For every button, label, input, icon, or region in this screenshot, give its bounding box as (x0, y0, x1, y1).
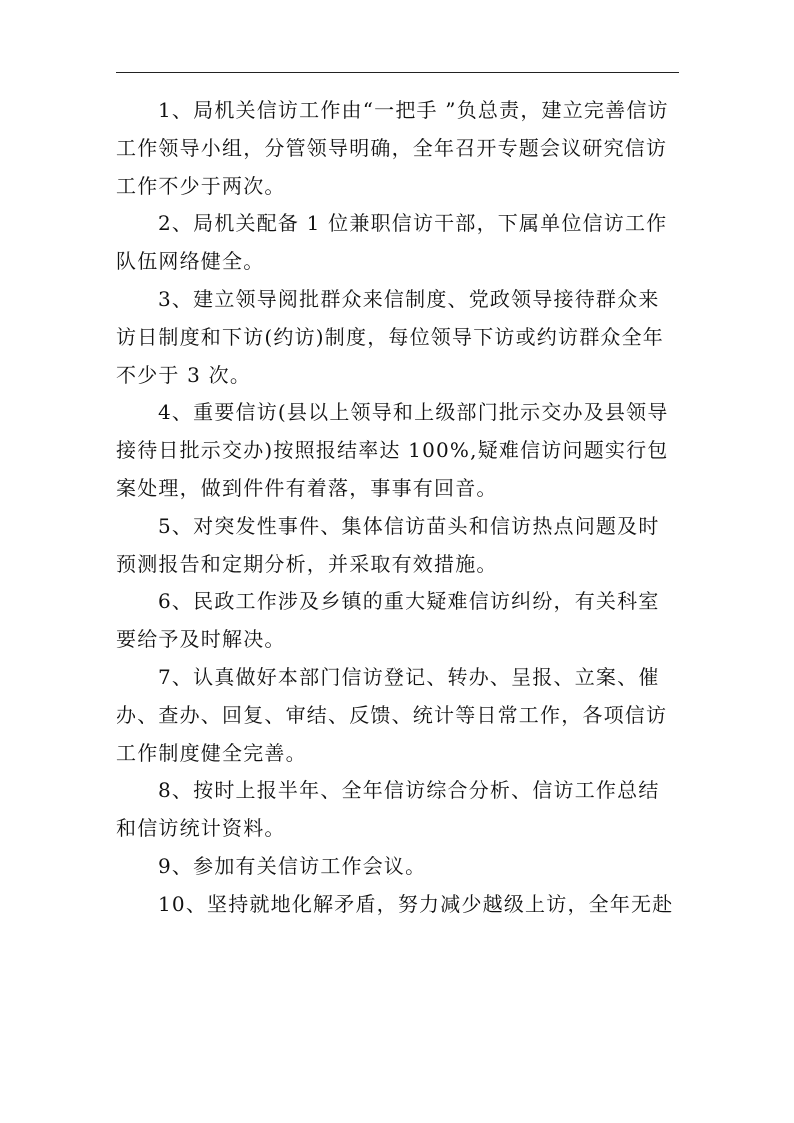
paragraph-item-1: 1、局机关信访工作由“一把手 ”负总责，建立完善信访工作领导小组，分管领导明确，全年召开专题会议研究信访工作不少于两次。 (116, 98, 669, 198)
paragraph-item-6: 6、民政工作涉及乡镇的重大疑难信访纠纷，有关科室要给予及时解决。 (116, 589, 660, 652)
paragraph-item-5: 5、对突发性事件、集体信访苗头和信访热点问题及时预测报告和定期分析，并采取有效措施。 (116, 513, 660, 576)
paragraph-item-3: 3、建立领导阅批群众来信制度、党政领导接待群众来访日制度和下访(约访)制度，每位领导下访或约访群众全年不少于 3 次。 (116, 286, 665, 387)
paragraph-item-8: 8、按时上报半年、全年信访综合分析、信访工作总结和信访统计资料。 (116, 778, 660, 841)
header-rule (116, 72, 679, 73)
paragraph-item-4: 4、重要信访(县以上领导和上级部门批示交办及县领导接待日批示交办)按照报结率达 100%,疑难信访问题实行包案处理，做到件件有着落，事事有回音。 (116, 400, 669, 500)
document-body (116, 92, 680, 924)
paragraph-item-7: 7、认真做好本部门信访登记、转办、呈报、立案、催办、查办、回复、审结、反馈、统计等日常工作，各项信访工作制度健全完善。 (116, 664, 668, 765)
paragraph-item-9: 9、参加有关信访工作会议。 (158, 853, 427, 878)
paragraph-item-10: 10、坚持就地化解矛盾，努力减少越级上访，全年无赴 (158, 891, 674, 916)
paragraph-item-2: 2、局机关配备 1 位兼职信访干部，下属单位信访工作队伍网络健全。 (116, 211, 668, 274)
